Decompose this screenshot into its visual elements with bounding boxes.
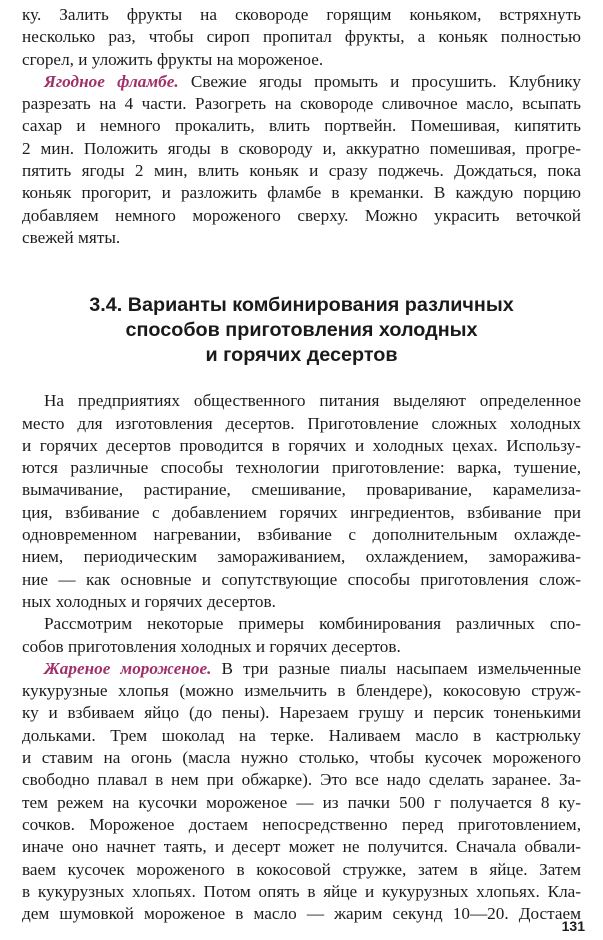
text-line: кукурузные хлопья (можно измельчить в блендере), кокосовую струж- bbox=[22, 681, 581, 701]
text-fragment: В три разные пиалы насыпаем измельченные bbox=[211, 658, 581, 678]
text-line: 2 мин. Положить ягоды в сковороду и, аккуратно помешивая, прогре- bbox=[22, 138, 581, 158]
text-line: На предприятиях общественного питания выделяют определенное bbox=[44, 391, 581, 411]
text-line bbox=[22, 71, 581, 93]
text-line: сахар и немного прокалить, влить портвейн. Помешивая, кипятить bbox=[22, 116, 581, 136]
text-line: вымачивание, растирание, смешивание, проваривание, карамелиза- bbox=[22, 480, 581, 500]
text-line: пятить ягоды 2 мин, влить коньяк и сразу поджечь. Дождаться, пока bbox=[22, 161, 581, 181]
text-line: в кукурузных хлопьях. Потом опять в яйце и кукурузных хлопьях. Кла- bbox=[22, 881, 581, 901]
text-line: сгорел, и уложить фрукты на мороженое. bbox=[22, 49, 324, 69]
text-line: разрезать на 4 части. Разогреть на сковороде сливочное масло, всыпать bbox=[22, 94, 581, 114]
text-line: и горячих десертов проводится в горячих и холодных цехах. Использу- bbox=[22, 435, 581, 455]
paragraph-intro bbox=[22, 390, 581, 613]
text-line: свободно плавал в нем при обжарке). Это все надо сделать заранее. За- bbox=[22, 770, 581, 790]
text-line: ку и взбиваем яйцо (до пены). Нарезаем грушу и персик тоненькими bbox=[22, 703, 581, 723]
page-text bbox=[0, 4, 603, 925]
recipe-title: Ягодное фламбе. bbox=[44, 71, 179, 91]
text-fragment: Свежие ягоды промыть и просушить. Клубнику bbox=[178, 71, 581, 91]
paragraph-berry-flambe bbox=[22, 71, 581, 249]
text-line: ние — как основные и сопутствующие способы приготовления слож- bbox=[22, 569, 581, 589]
heading-line: способов приготовления холодных bbox=[125, 319, 478, 342]
text-line: нием, периодическим замораживанием, охлаждением, заморажива- bbox=[22, 547, 581, 567]
text-line: ку. Залить фрукты на сковороде горящим коньяком, встряхнуть bbox=[22, 5, 581, 24]
text-line: дольками. Трем шоколад на терке. Наливаем масло в кастрюльку bbox=[22, 725, 581, 745]
text-line: и ставим на огонь (масла нужно столько, чтобы кусочек мороженого bbox=[22, 748, 581, 768]
text-line: ются различные способы технологии приготовление: варка, тушение, bbox=[22, 458, 581, 478]
text-line: свежей мяты. bbox=[22, 227, 121, 247]
spacer bbox=[22, 368, 581, 390]
text-line: добавляем немного мороженого сверху. Можно украсить веточкой bbox=[22, 205, 581, 225]
text-line: место для изготовления десертов. Приготовление сложных холодных bbox=[22, 413, 581, 433]
text-line: одновременном нагревании, взбивание с дополнительным охлажде- bbox=[22, 525, 581, 545]
text-line bbox=[22, 658, 581, 680]
text-line: коньяк прогорит, и разложить фламбе в креманки. В каждую порцию bbox=[22, 183, 581, 203]
text-line: ваем кусочек мороженого в кокосовой стружке, затем в яйце. Затем bbox=[22, 859, 581, 879]
text-line: собов приготовления холодных и горячих десертов. bbox=[22, 636, 401, 656]
heading-line: 3.4. Варианты комбинирования различных bbox=[89, 294, 514, 317]
spacer bbox=[22, 249, 581, 293]
text-line: иначе оно начнет таять, и десерт может не получится. Сначала обвали- bbox=[22, 837, 581, 857]
heading-line: и горячих десертов bbox=[205, 344, 398, 367]
page-number: 131 bbox=[561, 918, 585, 934]
text-line: сочков. Мороженое достаем непосредственно перед приготовлением, bbox=[22, 814, 581, 834]
paragraph-fried-ice-cream bbox=[22, 658, 581, 926]
text-line: дем шумовкой мороженое в масло — жарим секунд 10—20. Достаем bbox=[22, 904, 581, 924]
paragraph-fruit-ending bbox=[22, 4, 581, 71]
text-line: ных холодных и горячих десертов. bbox=[22, 591, 276, 611]
recipe-title: Жареное мороженое. bbox=[44, 658, 212, 678]
text-line: Рассмотрим некоторые примеры комбинирования различных спо- bbox=[44, 614, 581, 634]
text-line: ция, взбивание с добавлением горячих ингредиентов, взбивание при bbox=[22, 502, 581, 522]
paragraph-examples bbox=[22, 613, 581, 658]
text-line: несколько раз, чтобы сироп пропитал фрукты, а коньяк полностью bbox=[22, 27, 581, 47]
text-line: тем режем на кусочки мороженое — из пачки 500 г получается 8 ку- bbox=[22, 792, 581, 812]
section-heading bbox=[22, 293, 581, 368]
